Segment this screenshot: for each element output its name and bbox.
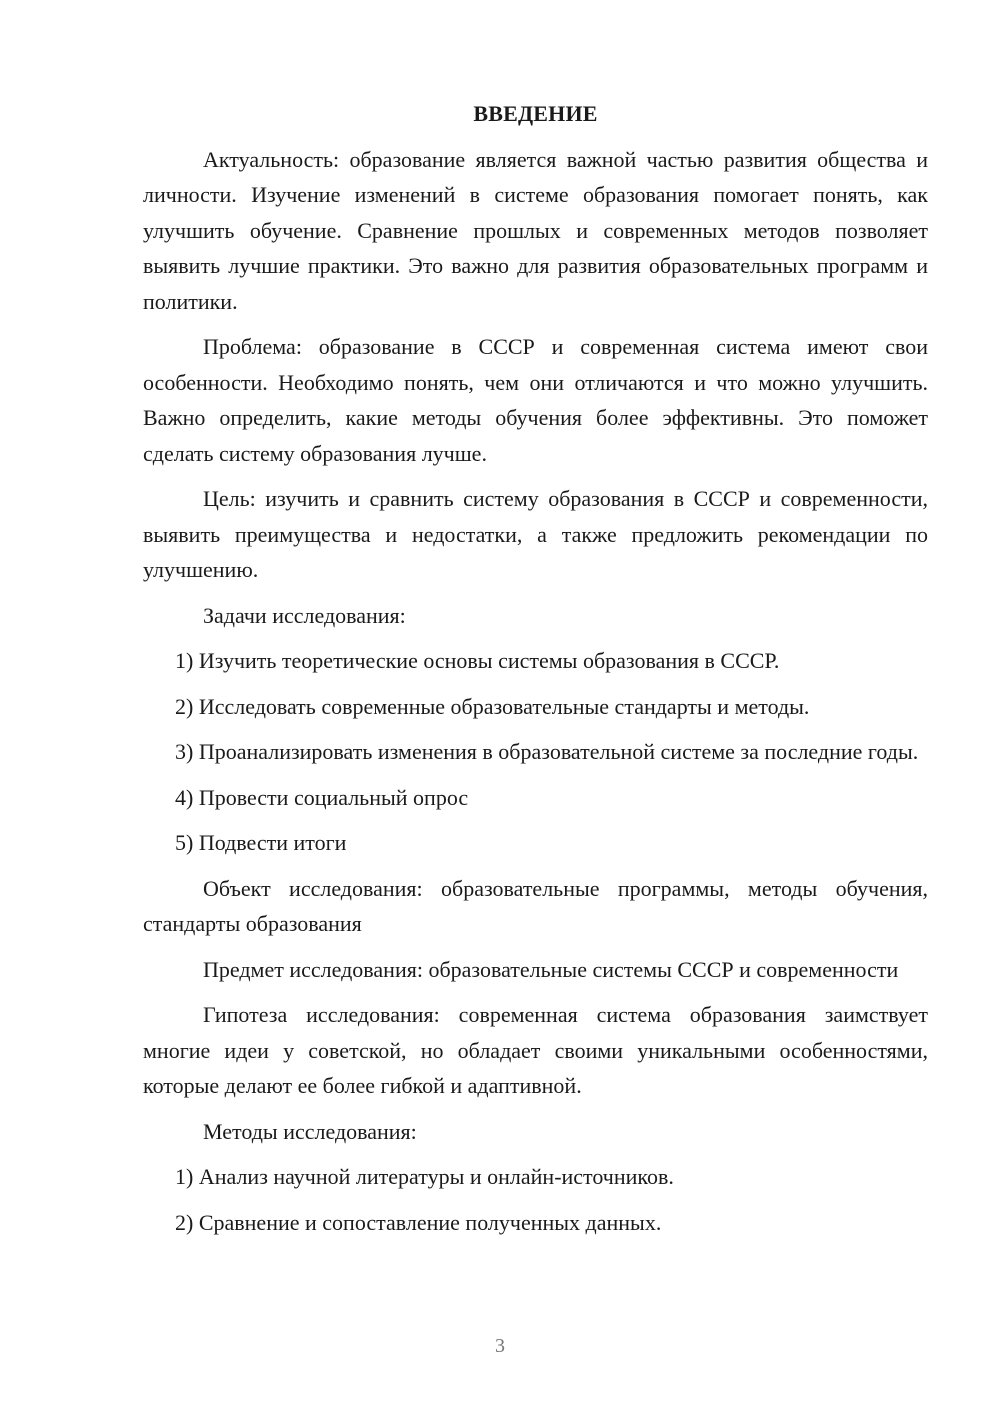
list-item: 4) Провести социальный опрос [175,784,469,810]
page-number: 3 [495,1335,505,1357]
list-item: 1) Анализ научной литературы и онлайн-источников. [175,1164,674,1189]
list-item: 5) Подвести итоги [175,830,347,855]
list-item: 3) Проанализировать изменения в образовательной системе за последние годы. [175,739,919,764]
list-item: 2) Исследовать современные образовательные стандарты и методы. [175,693,810,719]
list-item: 2) Сравнение и сопоставление полученных данных. [175,1209,662,1235]
document-page [143,96,928,1250]
paragraph-goal: Цель: изучить и сравнить систему образования в СССР и современности, выявить преимущества и недостатки, а также предложить рекомендации по улучшению. [143,486,928,582]
paragraph-subject: Предмет исследования: образовательные системы СССР и современности [203,956,899,982]
paragraph-hypothesis: Гипотеза исследования: современная система образования заимствует многие идеи у советской, но обладает своими уникальными особенностями, которые делают ее более гибкой и адаптивной. [143,1002,928,1098]
tasks-heading: Задачи исследования: [203,602,406,628]
methods-list [143,1159,928,1240]
paragraph-relevance: Актуальность: образование является важной частью развития общества и личности. Изучение изменений в системе образования помогает понять, как улучшить обучение. Сравнение прошлых и современных методов позволяет выявить лучшие практики. Это важно для развития образовательных программ и политики. [143,146,928,314]
paragraph-object: Объект исследования: образовательные программы, методы обучения, стандарты образования [143,875,928,936]
tasks-list [143,643,928,861]
paragraph-problem: Проблема: образование в СССР и современная система имеют свои особенности. Необходимо понять, чем они отличаются и что можно улучшить. Важно определить, какие методы обучения более эффективны. Это поможет сделать систему образования лучше. [143,334,928,466]
methods-heading: Методы исследования: [203,1118,417,1144]
page-title: ВВЕДЕНИЕ [473,101,598,126]
list-item: 1) Изучить теоретические основы системы образования в СССР. [175,648,780,673]
